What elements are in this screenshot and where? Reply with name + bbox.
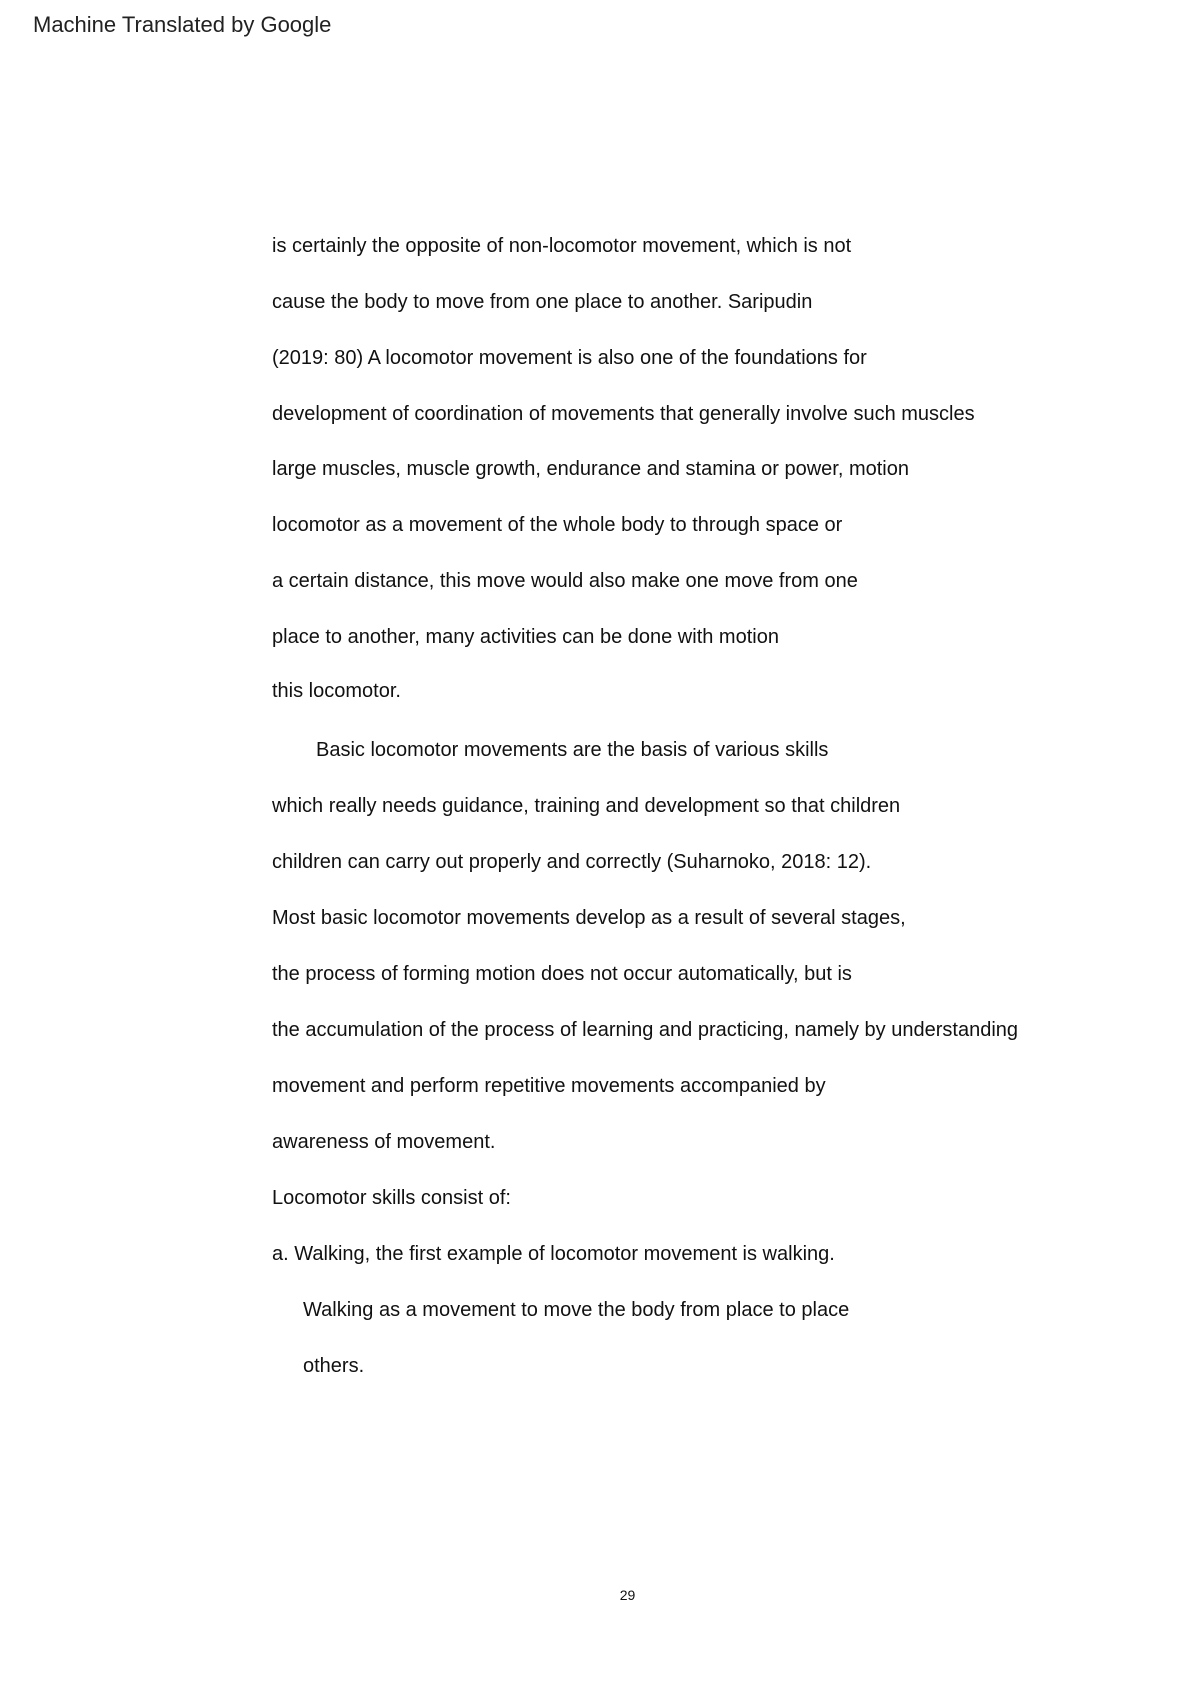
text-line: which really needs guidance, training and development so that children xyxy=(272,795,901,817)
text-line: awareness of movement. xyxy=(272,1131,496,1153)
list-item-continuation: others. xyxy=(303,1355,365,1377)
paragraph-start-line: Basic locomotor movements are the basis of various skills xyxy=(316,739,829,761)
list-item: a. Walking, the first example of locomotor movement is walking. xyxy=(272,1243,835,1265)
text-line: Most basic locomotor movements develop as a result of several stages, xyxy=(272,907,906,929)
text-line: movement and perform repetitive movements accompanied by xyxy=(272,1075,826,1097)
text-line: is certainly the opposite of non-locomotor movement, which is not xyxy=(272,235,852,257)
text-line: this locomotor. xyxy=(272,680,401,702)
page-number: 29 xyxy=(619,1587,636,1603)
text-line: cause the body to move from one place to another. Saripudin xyxy=(272,291,813,313)
text-line: (2019: 80) A locomotor movement is also one of the foundations for xyxy=(272,347,867,369)
text-line: locomotor as a movement of the whole body to through space or xyxy=(272,514,843,536)
text-line: a certain distance, this move would also make one move from one xyxy=(272,570,858,592)
list-item-continuation: Walking as a movement to move the body from place to place xyxy=(303,1299,850,1321)
list-heading: Locomotor skills consist of: xyxy=(272,1187,511,1209)
text-line: place to another, many activities can be done with motion xyxy=(272,626,779,648)
text-line: large muscles, muscle growth, endurance and stamina or power, motion xyxy=(272,458,909,480)
text-line: development of coordination of movements that generally involve such muscles xyxy=(272,403,975,425)
text-line: the process of forming motion does not occur automatically, but is xyxy=(272,963,852,985)
machine-translation-banner: Machine Translated by Google xyxy=(33,12,332,37)
text-line: children can carry out properly and correctly (Suharnoko, 2018: 12). xyxy=(272,851,872,873)
text-line: the accumulation of the process of learning and practicing, namely by understanding xyxy=(272,1019,1019,1041)
